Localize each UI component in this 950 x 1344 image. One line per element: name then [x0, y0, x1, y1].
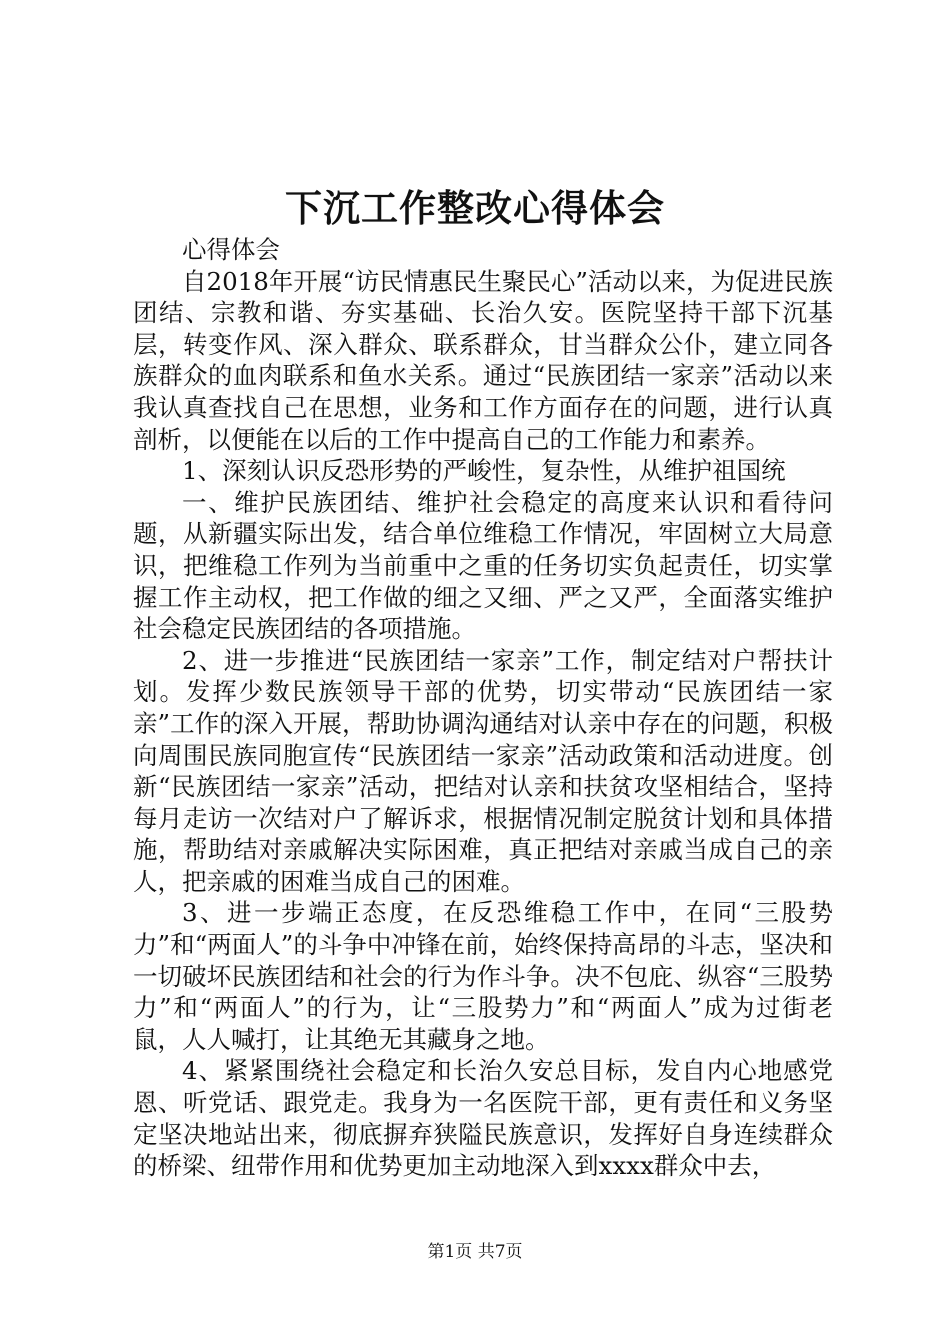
paragraph-point-2: 2、进一步推进“民族团结一家亲”工作，制定结对户帮扶计划。发挥少数民族领导干部的优势，切实带动“民族团结一家亲”工作的深入开展，帮助协调沟通结对认亲中存在的问题，积极向周围民族同胞宣传“民族团结一家亲”活动政策和活动进度。创新“民族团结一家亲”活动，把结对认亲和扶贫攻坚相结合，坚持每月走访一次结对户了解诉求，根据情况制定脱贫计划和具体措施，帮助结对亲戚解决实际困难，真正把结对亲戚当成自己的亲人，把亲戚的困难当成自己的困难。 [133, 645, 833, 896]
paragraph-point-4: 4、紧紧围绕社会稳定和长治久安总目标，发自内心地感党恩、听党话、跟党走。我身为一名医院干部，更有责任和义务坚定坚决地站出来，彻底摒弃狭隘民族意识，发挥好自身连续群众的桥梁、纽带作用和优势更加主动地深入到xxxx群众中去， [133, 1056, 833, 1181]
page-title: 下沉工作整改心得体会 [285, 186, 665, 230]
document-body [133, 234, 833, 1182]
paragraph-point-3: 3、进一步端正态度，在反恐维稳工作中，在同“三股势力”和“两面人”的斗争中冲锋在前，始终保持高昂的斗志，坚决和一切破坏民族团结和社会的行为作斗争。决不包庇、纵容“三股势力”和“两面人”的行为，让“三股势力”和“两面人”成为过街老鼠，人人喊打，让其绝无其藏身之地。 [133, 898, 833, 1054]
paragraph-point-1-continued: 一、维护民族团结、维护社会稳定的高度来认识和看待问题，从新疆实际出发，结合单位维稳工作情况，牢固树立大局意识，把维稳工作列为当前重中之重的任务切实负起责任，切实掌握工作主动权，把工作做的细之又细、严之又严，全面落实维护社会稳定民族团结的各项措施。 [133, 487, 833, 644]
paragraph-intro: 自2018年开展“访民情惠民生聚民心”活动以来，为促进民族团结、宗教和谐、夯实基础、长治久安。医院坚持干部下沉基层，转变作风、深入群众、联系群众，甘当群众公仆，建立同各族群众的血肉联系和鱼水关系。通过“民族团结一家亲”活动以来我认真查找自己在思想，业务和工作方面存在的问题，进行认真剖析，以便能在以后的工作中提高自己的工作能力和素养。 [133, 266, 833, 454]
page-number-footer: 第1页 共7页 [427, 1242, 523, 1262]
paragraph-point-1: 1、深刻认识反恐形势的严峻性，复杂性，从维护祖国统 [182, 456, 786, 486]
paragraph-heading: 心得体会 [182, 235, 280, 264]
